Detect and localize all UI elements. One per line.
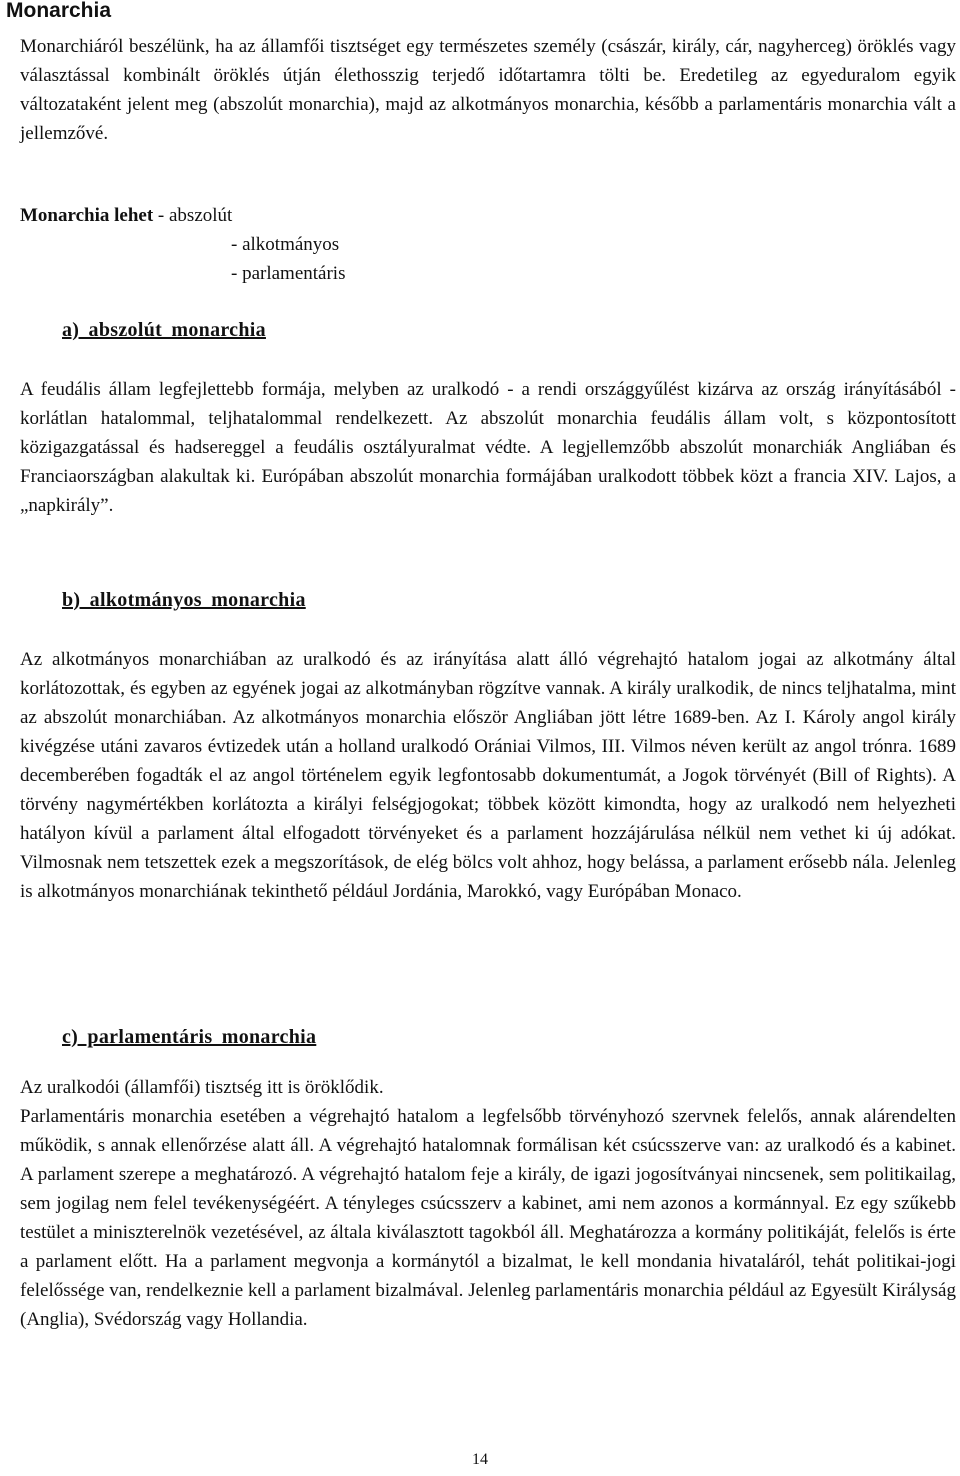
type-item-parliamentary: - parlamentáris <box>231 263 346 284</box>
type-item-absolute: - abszolút <box>157 205 233 226</box>
section-heading-constitutional: b) alkotmányos monarchia <box>62 589 306 611</box>
types-row <box>20 259 620 288</box>
types-row <box>20 230 620 259</box>
types-row <box>20 201 620 230</box>
types-lead: Monarchia lehet <box>20 205 154 226</box>
page-number: 14 <box>472 1451 488 1468</box>
section-heading-parliamentary: c) parlamentáris monarchia <box>62 1026 317 1048</box>
type-item-constitutional: - alkotmányos <box>231 234 340 255</box>
document-title: Monarchia <box>6 0 112 22</box>
section-heading-absolute: a) abszolút monarchia <box>62 319 266 341</box>
section-paragraph-constitutional: Az alkotmányos monarchiában az uralkodó és az irányítása alatt álló végrehajtó hatalom jogai az alkotmány által korlátozottak, és egyben az egyének jogai az alkotmányban rögzítve vannak. A király uralkodik, de nincs teljhatalma, mint az abszolút monarchiában. Az alkotmányos monarchia először Angliában jött létre 1689-ben. Az I. Károly angol király kivégzése utáni zavaros évtizedek után a holland uralkodó Orániai Vilmos, III. Vilmos néven került az angol trónra. 1689 decemberében fogadták el az angol történelem egyik legfontosabb dokumentumát, a Jogok törvényét (Bill of Rights). A törvény nagymértékben korlátozta a királyi felségjogokat; többek között kimondta, hogy az uralkodó nem helyezheti hatályon kívül a parlament által elfogadott törvényeket és a parlament hozzájárulása nélkül nem vethet ki új adókat. Vilmosnak nem tetszettek ezek a megszorítások, de elég bölcs volt ahhoz, hogy belássa, a parlament erősebb nála. Jelenleg is alkotmányos monarchiának tekinthető például Jordánia, Marokkó, vagy Európában Monaco. <box>20 649 956 902</box>
intro-paragraph: Monarchiáról beszélünk, ha az államfői tisztséget egy természetes személy (császár, király, cár, nagyherceg) öröklés vagy választással kombinált öröklés útján élethosszig terjedő időtartamra tölti be. Eredetileg az egyeduralom egyik változataként jelent meg (abszolút monarchia), majd az alkotmányos monarchia, később a parlamentáris monarchia vált a jellemzővé. <box>20 36 956 144</box>
section-paragraph-parliamentary-intro: Az uralkodói (államfői) tisztség itt is öröklődik. <box>20 1077 384 1098</box>
section-paragraph-absolute: A feudális állam legfejlettebb formája, melyben az uralkodó - a rendi országgyűlést kizárva az ország irányításából - korlátlan hatalommal, teljhatalommal rendelkezett. Az abszolút monarchia feudális állam volt, s központosított közigazgatással és hadsereggel a feudális osztályuralmat védte. A legjellemzőbb abszolút monarchiák Angliában és Franciaországban alakultak ki. Európában abszolút monarchia formájában uralkodott többek közt a francia XIV. Lajos, a „napkirály”. <box>20 379 956 516</box>
monarchy-types-list <box>20 201 620 288</box>
section-paragraph-parliamentary: Parlamentáris monarchia esetében a végrehajtó hatalom a legfelsőbb törvényhozó szervnek felelős, annak alárendelten működik, s annak ellenőrzése alatt áll. A végrehajtó hatalomnak formálisan két csúcsszerve van: az uralkodó és a kabinet. A parlament szerepe a meghatározó. A végrehajtó hatalom feje a király, de igazi jogosítványai nincsenek, sem politikailag, sem jogilag nem felel tevékenységéért. A tényleges csúcsszerv a kabinet, ami nem azonos a kormánnyal. Ez egy szűkebb testület a miniszterelnök vezetésével, az általa kiválasztott tagokból áll. Meghatározza a kormány politikáját, felelős is érte a parlament előtt. Ha a parlament megvonja a kormánytól a bizalmat, le kell mondania hivataláról, tehát politikai-jogi felelőssége van, rendelkeznie kell a parlament bizalmával. Jelenleg parlamentáris monarchia például az Egyesült Királyság (Anglia), Svédország vagy Hollandia. <box>20 1106 956 1330</box>
